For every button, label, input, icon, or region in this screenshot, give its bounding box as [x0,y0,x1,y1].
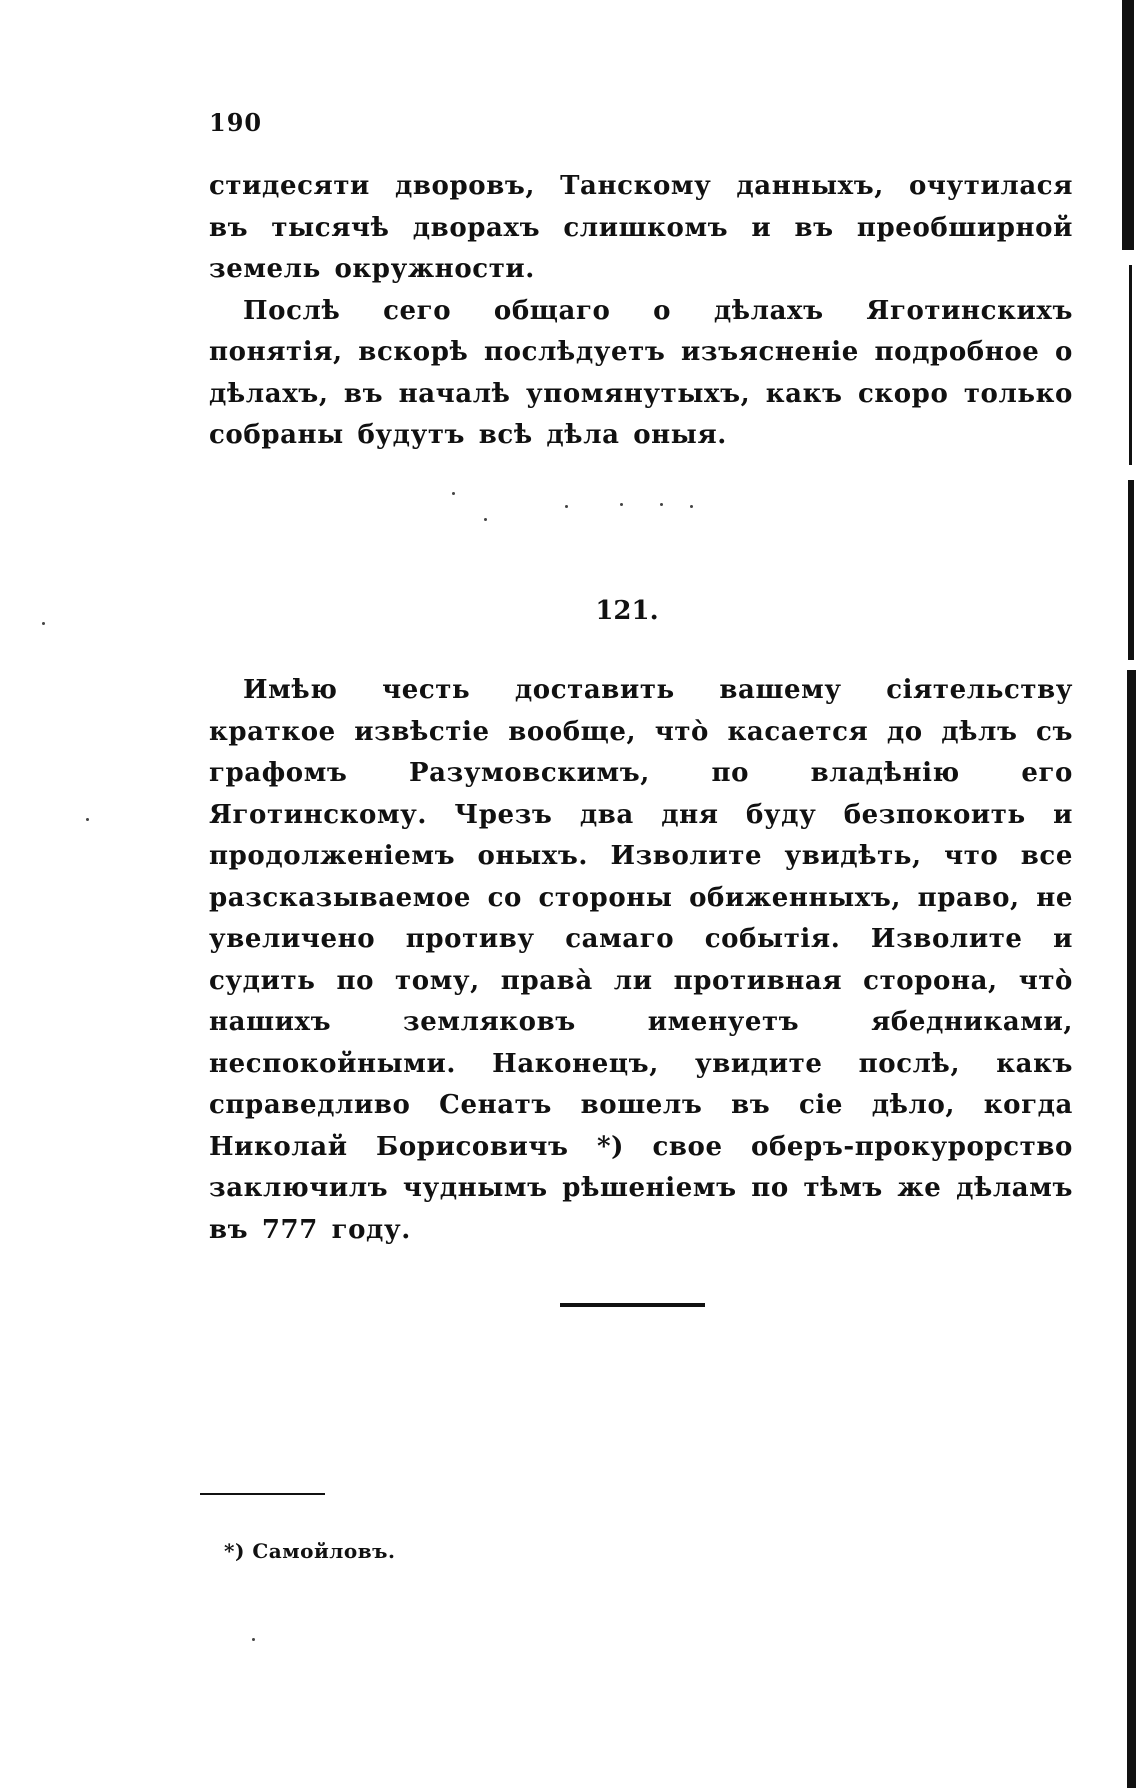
page-edge-shadow [1122,0,1134,250]
scan-speck [660,503,663,506]
page-edge-shadow [1129,265,1132,465]
scan-speck [620,503,623,506]
page-edge-shadow [1127,670,1136,1788]
scan-speck [86,818,89,821]
section-end-rule [560,1303,705,1307]
page-number: 190 [209,108,263,137]
scan-speck [484,518,487,521]
scan-speck [565,505,568,508]
scan-speck [42,622,45,625]
scan-speck [452,492,455,495]
page-edge-shadow [1128,480,1134,660]
footnote-separator [200,1493,325,1495]
section-number: 121. [595,596,659,626]
paragraph-continuation: стидесяти дворовъ, Танскому данныхъ, очутилася въ тысячѣ дворахъ слишкомъ и въ преобширной земель окружности. [209,171,1073,284]
letter-text [209,670,1073,1251]
scan-speck [252,1638,255,1641]
scan-speck [690,505,693,508]
footnote: *) Самойловъ. [224,1539,396,1563]
paragraph: Имѣю честь доставить вашему сіятельству краткое извѣстіе вообще, что̀ касается до дѣлъ съ графомъ Разумовскимъ, по владѣнію его Яготинскому. Чрезъ два дня буду безпокоить и продолженіемъ оныхъ. Изволите увидѣть, что все разсказываемое со стороны обиженныхъ, право, не увеличено противу самаго событія. Изволите и судить по тому, права̀ ли противная сторона, что̀ нашихъ земляковъ именуетъ ябедниками, неспокойными. Наконецъ, увидите послѣ, какъ справедливо Сенатъ вошелъ въ сіе дѣло, когда Николай Борисовичъ *) свое оберъ-прокурорство заключилъ чуднымъ рѣшеніемъ по тѣмъ же дѣламъ въ 777 году. [209,675,1073,1245]
paragraph: Послѣ сего общаго о дѣлахъ Яготинскихъ понятія, вскорѣ послѣдуетъ изъясненіе подробное о дѣлахъ, въ началѣ упомянутыхъ, какъ скоро только собраны будутъ всѣ дѣла оныя. [209,295,1073,450]
continued-text [209,166,1073,457]
